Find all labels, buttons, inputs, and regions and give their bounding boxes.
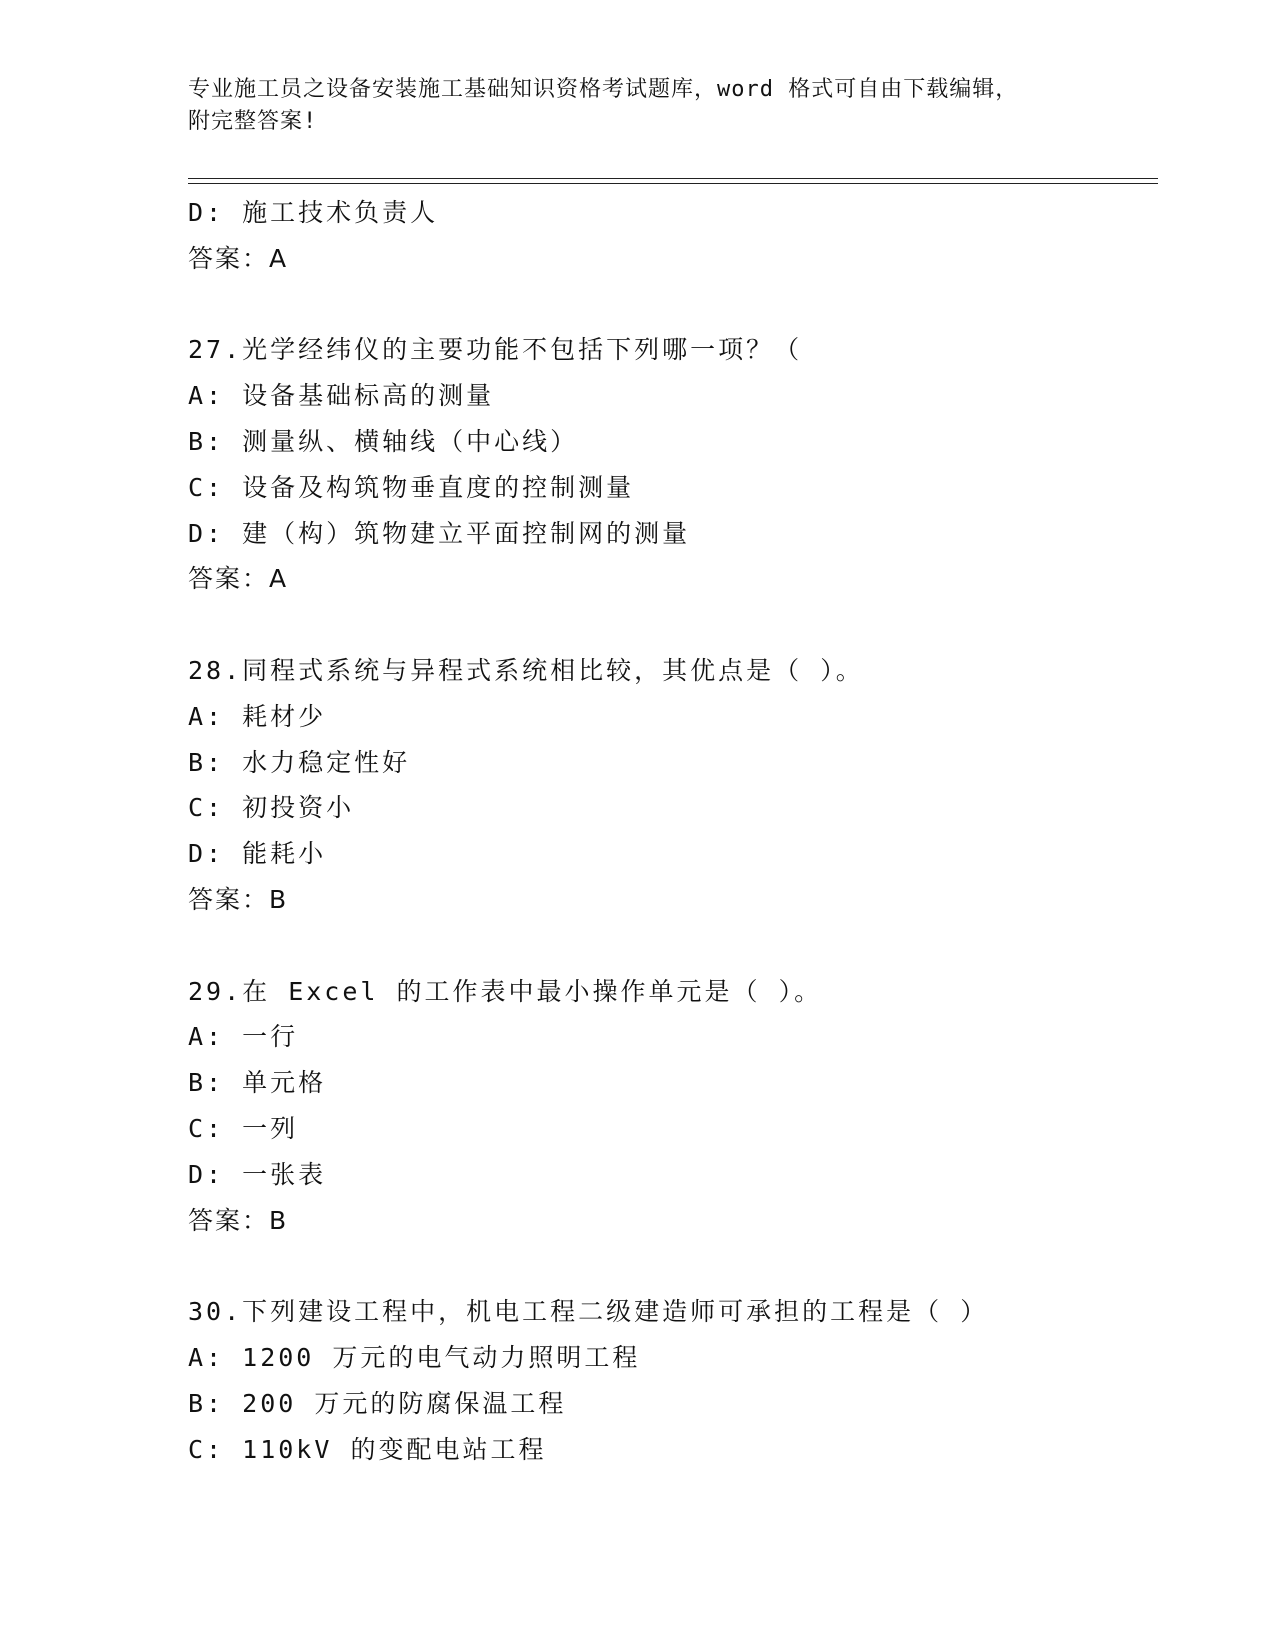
question-30 [188, 1289, 1188, 1472]
option-b: B: 水力稳定性好 [188, 747, 411, 777]
option-c: C: 一列 [188, 1113, 299, 1143]
option-a: A: 耗材少 [188, 701, 327, 731]
header-divider-top [188, 178, 1158, 179]
option-d: D: 建（构）筑物建立平面控制网的测量 [188, 518, 691, 548]
option-b: B: 200 万元的防腐保温工程 [188, 1388, 567, 1418]
question-stem: 28.同程式系统与异程式系统相比较，其优点是（ ）。 [188, 655, 864, 685]
question-stem: 30.下列建设工程中，机电工程二级建造师可承担的工程是（ ） [188, 1297, 989, 1327]
option-a: A: 1200 万元的电气动力照明工程 [188, 1342, 641, 1372]
question-27 [188, 327, 1188, 602]
question-stem: 27.光学经纬仪的主要功能不包括下列哪一项？（ [188, 335, 803, 365]
answer-line: 答案：B [188, 1205, 289, 1235]
option-d: D: 能耗小 [188, 839, 327, 869]
option-c: C: 初投资小 [188, 793, 355, 823]
option-b: B: 测量纵、横轴线（中心线） [188, 426, 579, 456]
header-title-line-1: 专业施工员之设备安装施工基础知识资格考试题库，word 格式可自由下载编辑， [188, 77, 1019, 102]
answer-line: 答案：A [188, 564, 289, 594]
question-list [188, 190, 1188, 1472]
header-title-line-2: 附完整答案! [188, 109, 318, 134]
option-c: C: 110kV 的变配电站工程 [188, 1434, 547, 1464]
spacer [188, 602, 1188, 648]
document-header [188, 74, 1088, 138]
question-stem: 29.在 Excel 的工作表中最小操作单元是（ ）。 [188, 976, 823, 1006]
header-divider-bottom [188, 183, 1158, 184]
spacer [188, 282, 1188, 328]
question-fragment [188, 190, 1188, 282]
option-b: B: 单元格 [188, 1068, 327, 1098]
option-c: C: 设备及构筑物垂直度的控制测量 [188, 472, 635, 502]
spacer [188, 1243, 1188, 1289]
option-a: A: 一行 [188, 1022, 299, 1052]
question-28 [188, 648, 1188, 923]
spacer [188, 923, 1188, 969]
answer-line: 答案：B [188, 884, 289, 914]
option-d: D: 施工技术负责人 [188, 198, 439, 227]
question-29 [188, 969, 1188, 1244]
option-d: D: 一张表 [188, 1159, 327, 1189]
option-a: A: 设备基础标高的测量 [188, 381, 495, 411]
answer-line: 答案：A [188, 243, 289, 273]
